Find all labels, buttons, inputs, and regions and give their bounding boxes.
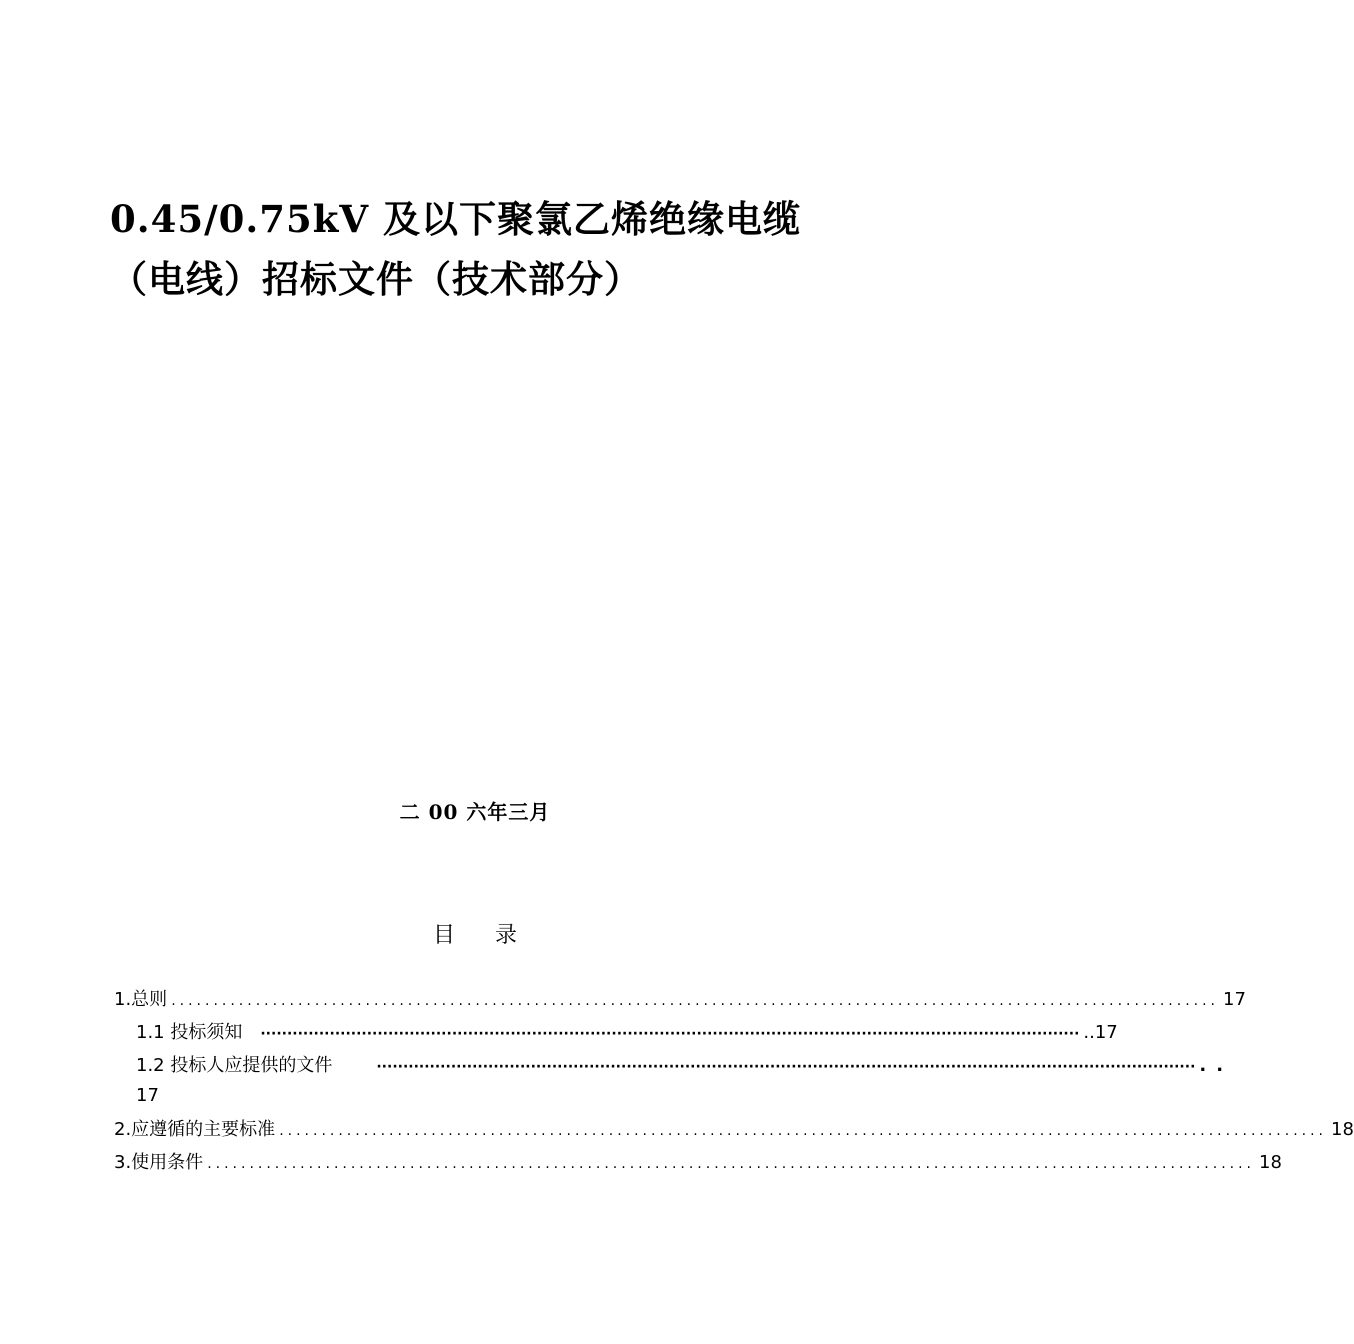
document-title-line-1: 0.45/0.75kV 及以下聚氯乙烯绝缘电缆 — [110, 197, 801, 241]
toc-heading: 目录 — [432, 923, 557, 948]
toc-entry-label: 1.1 投标须知 — [136, 1022, 243, 1043]
toc-entry-page: 18 — [1331, 1119, 1354, 1140]
toc-entry-label: 1.2 投标人应提供的文件 — [136, 1055, 333, 1076]
document-title-line-2: （电线）招标文件（技术部分） — [110, 257, 642, 301]
toc-entry-1-2-page: 17 — [136, 1085, 159, 1106]
table-of-contents — [114, 986, 1354, 1182]
document-date: 二 00 六年三月 — [399, 800, 551, 824]
toc-entry-label: 2.应遵循的主要标准 — [114, 1119, 276, 1140]
toc-leader-dots: ............................................................................................................................ — [207, 1156, 1256, 1172]
toc-entry-1[interactable] — [114, 986, 1246, 1019]
toc-entry-page: 17 — [1223, 989, 1246, 1010]
toc-leader-dots: ............................................................................................................................ — [171, 993, 1220, 1009]
toc-leader-dots: ·························································································································································· — [376, 1059, 1196, 1075]
toc-leader-dots: ·························································································································································· — [260, 1026, 1080, 1042]
toc-entry-tail: .. — [1199, 1055, 1234, 1076]
toc-entry-page: ..17 — [1083, 1022, 1118, 1043]
toc-entry-page: 18 — [1259, 1152, 1282, 1173]
toc-entry-1-1[interactable] — [114, 1019, 1118, 1052]
toc-entry-1-2[interactable] — [114, 1052, 1234, 1082]
toc-entry-3[interactable] — [114, 1149, 1282, 1182]
toc-leader-dots: ............................................................................................................................ — [279, 1123, 1328, 1139]
toc-entry-label: 1.总则 — [114, 989, 168, 1010]
toc-entry-label: 3.使用条件 — [114, 1152, 204, 1173]
toc-entry-2[interactable] — [114, 1116, 1354, 1149]
